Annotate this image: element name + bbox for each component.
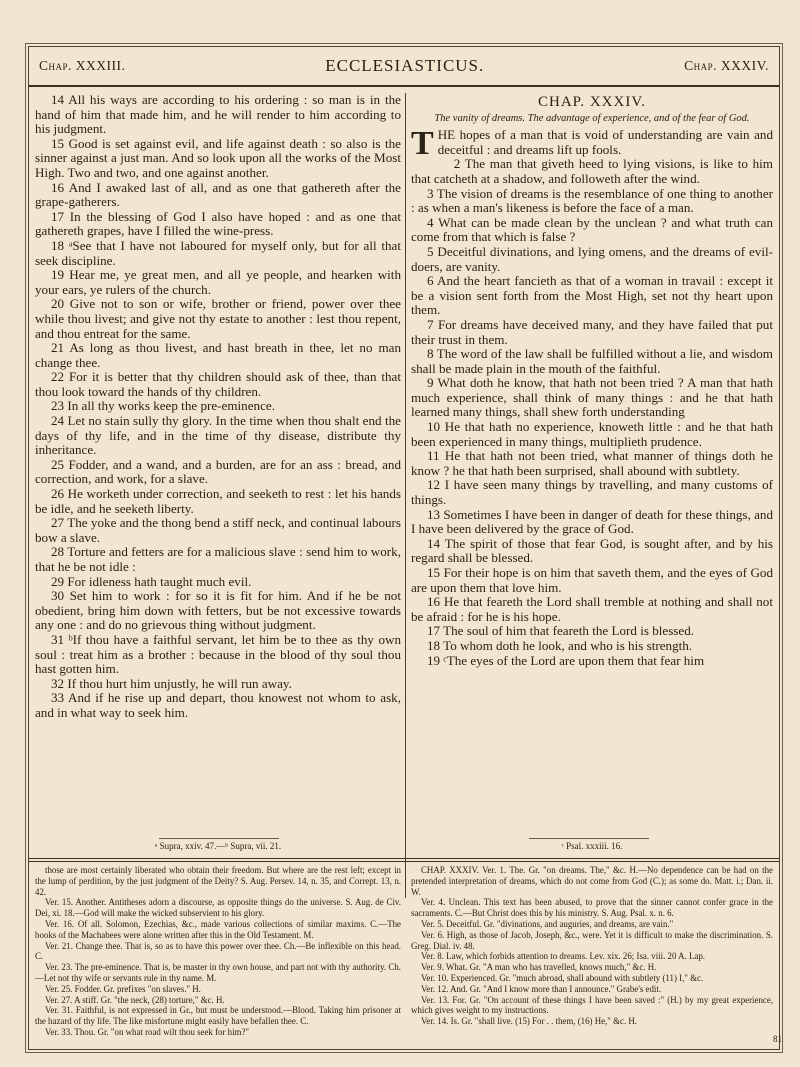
verse: 18 To whom doth he look, and who is his strength. bbox=[427, 637, 693, 653]
commentary-note: Ver. 15. Another. Antitheses adorn a discourse, as opposite things do the universe. S. Aug. de Civ. Dei, xi. 18.—God will make the wicked subservient to his glory. bbox=[35, 897, 401, 919]
verse: 16 He that feareth the Lord shall tremble at nothing and shall not be afraid : for he is his hope. bbox=[411, 594, 773, 624]
footnote-rule bbox=[159, 838, 279, 839]
verse: 15 Good is set against evil, and life against death : so also is the sinner against a just man. And so look upon all the works of the Most High. Two and two, and one against another. bbox=[35, 135, 401, 180]
verse: 17 The soul of him that feareth the Lord is blessed. bbox=[427, 623, 695, 639]
header-right-chapter: Chap. XXXIV. bbox=[684, 58, 769, 73]
commentary-note: Ver. 27. A stiff. Gr. "the neck, (28) torture," &c. H. bbox=[45, 994, 225, 1005]
commentary-note: Ver. 9. What. Gr. "A man who has travelled, knows much," &c. H. bbox=[421, 962, 657, 973]
verse: 30 Set him to work : for so it is fit for him. And if he be not obedient, bring him down with fetters, but be not excessive towards any one : and do no grievous thing without judgment. bbox=[35, 588, 401, 633]
commentary-note: Ver. 16. Of all. Solomon, Ezechias, &c., made various collections of similar maxims. C.—The books of the Machabees were alone written after this in the Old Testament. M. bbox=[35, 918, 401, 940]
right-text-column bbox=[411, 93, 773, 838]
verse: 22 For it is better that thy children should ask of thee, than that thou look toward the hands of thy children. bbox=[35, 369, 401, 399]
left-footnote: ᵃ Supra, xxiv. 47.—ᵇ Supra, vii. 21. bbox=[154, 841, 282, 851]
footnote-rule bbox=[529, 838, 649, 839]
page-frame bbox=[28, 46, 780, 1050]
verse: 4 What can be made clean by the unclean ? and what truth can come from that which is false ? bbox=[411, 214, 773, 245]
commentary-note: Ver. 21. Change thee. That is, so as to have this power over thee. Ch.—Be inflexible on this head. C. bbox=[35, 940, 401, 962]
verse: 14 The spirit of those that fear God, is sought after, and by his regard shall be blessed. bbox=[411, 535, 773, 566]
right-footnote: ᶜ Psal. xxxiii. 16. bbox=[561, 841, 623, 851]
running-header bbox=[29, 47, 779, 87]
header-left-chapter: Chap. XXXIII. bbox=[39, 58, 126, 73]
drop-cap: T bbox=[411, 125, 434, 163]
verse: 29 For idleness hath taught much evil. bbox=[51, 573, 252, 589]
notes-rule bbox=[29, 858, 779, 859]
left-commentary bbox=[35, 865, 401, 1045]
verse: 32 If thou hurt him unjustly, he will run away. bbox=[51, 675, 292, 691]
first-verse-text: HE hopes of a man that is void of understanding are vain and deceitful : and dreams lift up fools. bbox=[437, 127, 773, 157]
verse: 17 In the blessing of God I also have hoped : and as one that gathereth grapes, have I filled the wine-press. bbox=[35, 208, 401, 239]
verse: 8 The word of the law shall be fulfilled without a lie, and wisdom shall be made plain in the mouth of the faithful. bbox=[411, 346, 773, 376]
verse: 2 The man that giveth heed to lying visions, is like to him that catcheth at a shadow, and followeth after the wind. bbox=[411, 156, 773, 186]
verse: 3 The vision of dreams is the resemblance of one thing to another : as when a man's likeness is before the face of a man. bbox=[411, 185, 773, 216]
verse: 23 In all thy works keep the pre-eminence. bbox=[51, 398, 275, 414]
verse: 21 As long as thou livest, and hast breath in thee, let no man change thee. bbox=[35, 340, 401, 370]
verse: 19 ᶜThe eyes of the Lord are upon them that fear him bbox=[427, 652, 705, 668]
commentary-note: Ver. 12. And. Gr. "And I know more than I announce." Grabe's edit. bbox=[421, 983, 662, 994]
verse: 10 He that hath no experience, knoweth little : and he that hath been experienced in many things, multiplieth prudence. bbox=[411, 419, 773, 449]
verse: 26 He worketh under correction, and seeketh to rest : let his hands be idle, and he seeketh liberty. bbox=[35, 486, 401, 516]
verse: 7 For dreams have deceived many, and they have failed that put their trust in them. bbox=[411, 316, 773, 347]
chapter-summary: The vanity of dreams. The advantage of experience, and of the fear of God. bbox=[434, 112, 750, 124]
verse: 5 Deceitful divinations, and lying omens, and the dreams of evil-doers, are vanity. bbox=[411, 243, 773, 274]
verse: 9 What doth he know, that hath not been tried ? A man that hath much experience, shall think of many things : and he that hath learned many things, shall shew forth understanding bbox=[411, 375, 773, 420]
commentary-note: Ver. 6. High, as those of Jacob, Joseph, &c., were. Yet it is difficult to make the discrimination. S. Greg. Dial. iv. 48. bbox=[411, 929, 773, 951]
commentary-note: Ver. 23. The pre-eminence. That is, be master in thy own house, and part not with thy authority. Ch.—Let not thy wife or servants rule in thy name. M. bbox=[35, 962, 401, 983]
commentary-note: Ver. 5. Deceitful. Gr. "divinations, and auguries, and dreams, are vain." bbox=[421, 918, 674, 929]
header-book-title: ECCLESIASTICUS. bbox=[325, 56, 485, 75]
commentary-note: Ver. 25. Fodder. Gr. prefixes "on slaves." H. bbox=[45, 983, 201, 994]
commentary-note: Ver. 31. Faithful, is not expressed in Gr., but must be understood.—Blood. Taking him prisoner at the hazard of thy life. The like misfortune might easily have befallen thee. C. bbox=[35, 1005, 401, 1027]
commentary-note: those are most certainly liberated who obtain their freedom. But where are the rest left; except in the lump of perdition, by the just judgment of the Deity? S. Aug. Persev. 14, n. 35, and Corrept. 13, n. 42. bbox=[35, 865, 401, 897]
verse: 16 And I awaked last of all, and as one that gathereth after the grape-gatherers. bbox=[35, 179, 401, 210]
verse: 15 For their hope is on him that saveth them, and the eyes of God are upon them that love him. bbox=[411, 565, 773, 595]
commentary-note: Ver. 14. Is. Gr. "shall live. (15) For . . them, (16) He," &c. H. bbox=[421, 1016, 638, 1027]
commentary-note: Ver. 4. Unclean. This text has been abused, to prove that the sinner cannot confer grace in the sacraments. C.—But Christ does this by his ministry. S. Aug. Psal. x. n. 6. bbox=[411, 897, 773, 919]
first-verse bbox=[411, 125, 773, 163]
commentary-note: Ver. 13. For. Gr. "On account of these things I have been saved :" (H.) by my great experience, which gives weight to my instructions. bbox=[411, 994, 773, 1016]
verse: 11 He that hath not been tried, what manner of things doth he know ? he that hath been surprised, shall abound with subtlety. bbox=[411, 448, 773, 478]
verse: 24 Let no stain sully thy glory. In the time when thou shalt end the days of thy life, and in the time of thy disease, distribute thy inheritance. bbox=[35, 413, 401, 458]
verse: 6 And the heart fancieth as that of a woman in travail : except it be a vision sent forth from the Most High, set not thy heart upon them. bbox=[411, 273, 773, 318]
verse: 33 And if he rise up and depart, thou knowest not whom to ask, and in what way to seek him. bbox=[35, 690, 401, 720]
verse: 19 Hear me, ye great men, and all ye people, and hearken with your ears, ye rulers of the church. bbox=[35, 267, 401, 297]
verse: 18 ᵃSee that I have not laboured for myself only, but for all that seek discipline. bbox=[35, 237, 401, 268]
verse: 27 The yoke and the thong bend a stiff neck, and continual labours bow a slave. bbox=[35, 515, 401, 545]
verse: 12 I have seen many things by travelling, and many customs of things. bbox=[411, 477, 773, 508]
left-text-column bbox=[35, 93, 401, 838]
verse: 13 Sometimes I have been in danger of death for these things, and I have been delivered by the grace of God. bbox=[411, 506, 773, 537]
page-number: 81 bbox=[773, 1034, 782, 1044]
commentary-note: Ver. 10. Experienced. Gr. "much abroad, shall abound with subtlety (11) I," &c. bbox=[421, 972, 704, 983]
notes-rule bbox=[29, 861, 779, 862]
chapter-heading: CHAP. XXXIV. bbox=[538, 94, 646, 110]
commentary-note: Ver. 33. Thou. Gr. "on what road wilt thou seek for him?" bbox=[45, 1026, 250, 1037]
right-commentary bbox=[411, 865, 773, 1045]
verse: 28 Torture and fetters are for a malicious slave : send him to work, that he be not idle : bbox=[35, 544, 401, 574]
verse: 25 Fodder, and a wand, and a burden, are for an ass : bread, and correction, and work, for a slave. bbox=[35, 456, 401, 487]
verse: 20 Give not to son or wife, brother or friend, power over thee while thou livest; and give not thy estate to another : lest thou repent, and thou entreat for the same. bbox=[35, 296, 401, 341]
column-divider bbox=[405, 93, 406, 898]
commentary-note: Ver. 8. Law, which forbids attention to dreams. Lev. xix. 26; Isa. viii. 20 A. Lap. bbox=[421, 951, 706, 962]
commentary-note: CHAP. XXXIV. Ver. 1. The. Gr. "on dreams. The," &c. H.—No dependence can be had on the pretended interpretation of dreams, which do not come from God (C.); as some do. Matt. i.; Dan. ii. W. bbox=[411, 865, 773, 897]
verse: 31 ᵇIf thou have a faithful servant, let him be to thee as thy own soul : treat him as a brother : because in the blood of thy soul thou hast gotten him. bbox=[35, 631, 401, 677]
verse: 14 All his ways are according to his ordering : so man is in the hand of him that made him, and he will render to him according to his judgment. bbox=[35, 93, 401, 137]
